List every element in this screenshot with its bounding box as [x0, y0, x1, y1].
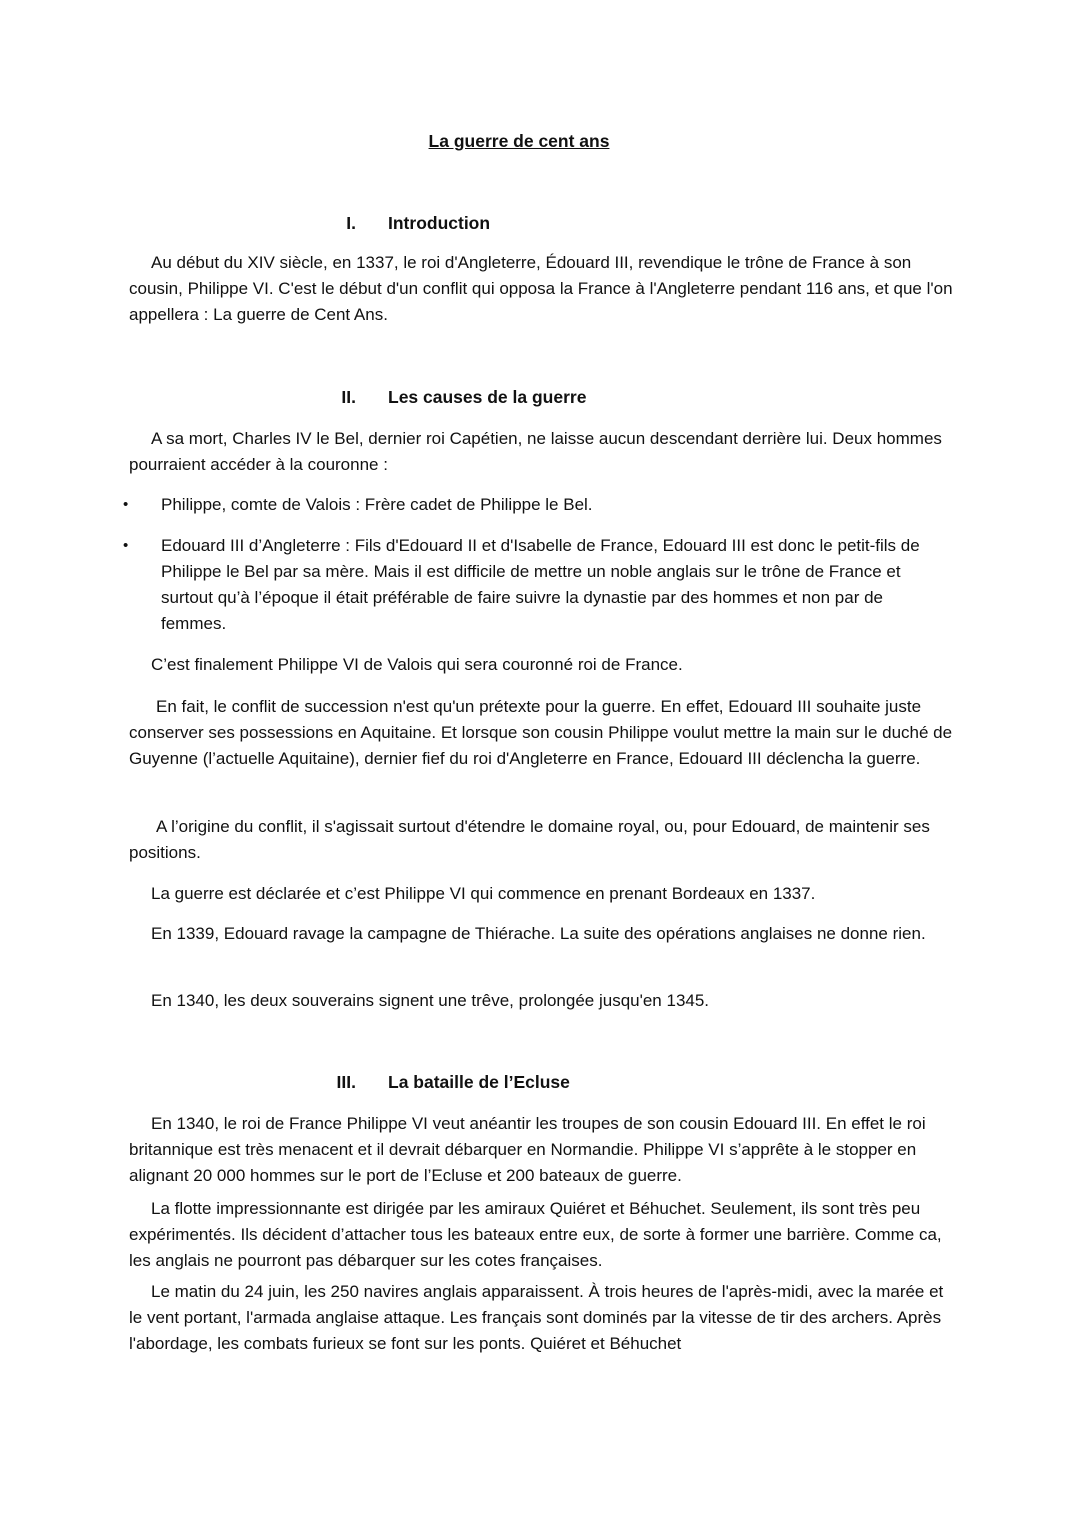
causes-paragraph: C’est finalement Philippe VI de Valois qui sera couronné roi de France.	[151, 655, 683, 674]
intro-paragraph: Au début du XIV siècle, en 1337, le roi d'Angleterre, Édouard III, revendique le trône de France à son cousin, Philippe VI. C'est le début d'un conflit qui opposa la France à l'Angleterre pendant 116 ans, et que l'on appellera : La guerre de Cent Ans.	[129, 253, 953, 324]
bullet-dot: •	[123, 537, 129, 554]
bullet-text: Philippe, comte de Valois : Frère cadet de Philippe le Bel.	[161, 495, 593, 514]
section-title: Introduction	[388, 213, 491, 233]
causes-paragraph: En 1339, Edouard ravage la campagne de Thiérache. La suite des opérations anglaises ne donne rien.	[151, 924, 926, 943]
causes-paragraph: A sa mort, Charles IV le Bel, dernier roi Capétien, ne laisse aucun descendant derrière lui. Deux hommes pourraient accéder à la couronne :	[129, 429, 942, 474]
causes-paragraph: En fait, le conflit de succession n'est qu'un prétexte pour la guerre. En effet, Edouard III souhaite juste conserver ses possessions en Aquitaine. Et lorsque son cousin Philippe voulut mettre la main sur le duché de Guyenne (l’actuelle Aquitaine), dernier fief du roi d'Angleterre en France, Edouard III déclencha la guerre.	[129, 697, 953, 768]
causes-paragraph: La guerre est déclarée et c’est Philippe VI qui commence en prenant Bordeaux en 1337.	[151, 884, 816, 903]
section-number: II.	[341, 387, 356, 407]
bullet-text: Edouard III d’Angleterre : Fils d'Edouard II et d'Isabelle de France, Edouard III est donc le petit-fils de Philippe le Bel par sa mère. Mais il est difficile de mettre un noble anglais sur le trône de France et surtout qu’à l’époque il était préférable de faire suivre la dynastie par des hommes et non par de femmes.	[161, 536, 920, 633]
ecluse-paragraph: Le matin du 24 juin, les 250 navires anglais apparaissent. À trois heures de l'après-midi, avec la marée et le vent portant, l'armada anglaise attaque. Les français sont dominés par la vitesse de tir des archers. Après l'abordage, les combats furieux se font sur les ponts. Quiéret et Béhuchet	[129, 1282, 944, 1353]
causes-paragraph: A l’origine du conflit, il s'agissait surtout d'étendre le domaine royal, ou, pour Edouard, de maintenir ses positions.	[129, 817, 930, 862]
bullet-dot: •	[123, 496, 129, 513]
document-title: La guerre de cent ans	[428, 131, 610, 151]
ecluse-paragraph: En 1340, le roi de France Philippe VI veut anéantir les troupes de son cousin Edouard III. En effet le roi britannique est très menacent et il devrait débarquer en Normandie. Philippe VI s’apprête à le stopper en alignant 20 000 hommes sur le port de l’Ecluse et 200 bateaux de guerre.	[129, 1114, 926, 1185]
section-number: III.	[336, 1072, 356, 1092]
section-number: I.	[346, 213, 356, 233]
section-title: La bataille de l’Ecluse	[388, 1072, 570, 1092]
section-title: Les causes de la guerre	[388, 387, 587, 407]
ecluse-paragraph: La flotte impressionnante est dirigée par les amiraux Quiéret et Béhuchet. Seulement, ils sont très peu expérimentés. Ils décident d’attacher tous les bateaux entre eux, de sorte à former une barrière. Comme ca, les anglais ne pourront pas débarquer sur les cotes françaises.	[129, 1199, 942, 1270]
causes-paragraph: En 1340, les deux souverains signent une trêve, prolongée jusqu'en 1345.	[151, 991, 710, 1010]
